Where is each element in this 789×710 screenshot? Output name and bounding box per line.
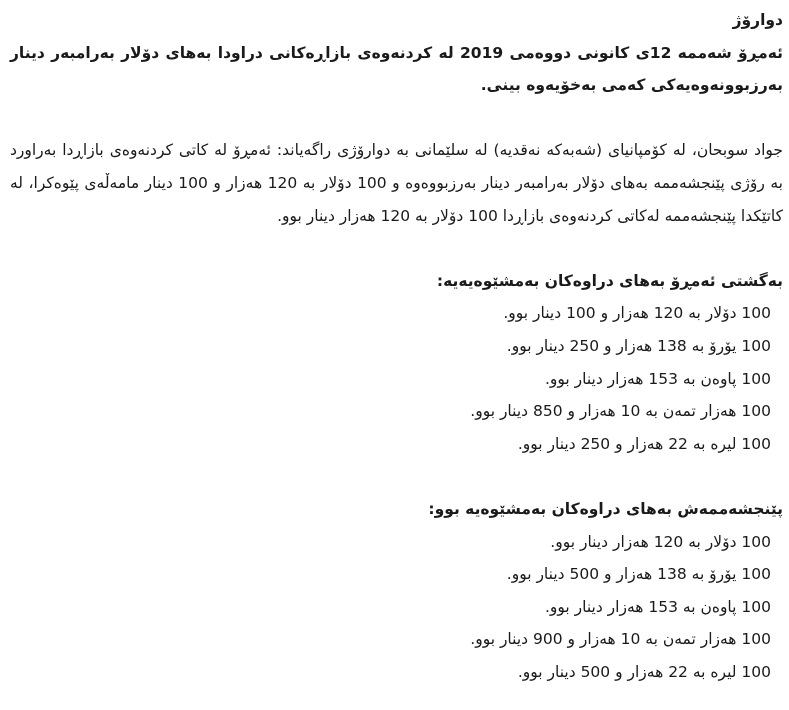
spacer [10,232,783,265]
list-item: 100 دۆلار بە 120 هەزار و 100 دینار بوو. [503,304,771,323]
list-item: 100 یۆرۆ بە 138 هەزار و 250 دینار بوو. [506,336,771,355]
spacer [10,460,783,493]
list-item: 100 یۆرۆ بە 138 هەزار و 500 دینار بوو. [506,565,771,584]
source-title: دوارۆژ [732,11,783,29]
thursday-rates-heading: پێنجشەممەش بەهای دراوەکان بەمشێوەیە بوو: [428,499,783,518]
list-item: 100 پاوەن بە 153 هەزار دینار بوو. [544,369,771,388]
spacer [10,102,783,135]
lead-paragraph: ئەمڕۆ شەممە 12ی کانونی دووەمی 2019 لە کردنەوەی بازاڕەکانی دراودا بەهای دۆلار بەرامبەر دینار بەرزبوونەوەیەکی کەمی بەخۆیەوە بینی. [10,43,783,95]
list-item: 100 لیرە بە 22 هەزار و 250 دینار بوو. [517,434,771,453]
list-item: 100 لیرە بە 22 هەزار و 500 دینار بوو. [517,662,771,681]
today-rates-list [10,297,783,460]
list-item: 100 هەزار تمەن بە 10 هەزار و 900 دینار بوو. [470,630,771,649]
thursday-rates-list [10,526,783,689]
list-item: 100 هەزار تمەن بە 10 هەزار و 850 دینار بوو. [470,402,771,421]
list-item: 100 دۆلار بە 120 هەزار دینار بوو. [550,532,771,551]
list-item: 100 پاوەن بە 153 هەزار دینار بوو. [544,597,771,616]
body-paragraph: جواد سوبحان، لە کۆمپانیای (شەبەکە نەقدیە) لە سلێمانی بە دوارۆژی راگەیاند: ئەمڕۆ لە کاتی کردنەوەی بازاڕدا بەراورد بە رۆژی پێنجشەممە بەهای دۆلار بەرامبەر دینار بەرزبووەوە و 100 دۆلار بە 120 هەزار و 100 دینار مامەڵەی پێوەکرا، لە کاتێکدا پێنجشەممە لەکاتی کردنەوەی بازاڕدا 100 دۆلار بە 120 هەزار دینار بوو. [10,141,783,225]
today-rates-heading: بەگشتی ئەمڕۆ بەهای دراوەکان بەمشێوەیەیە: [436,271,783,290]
